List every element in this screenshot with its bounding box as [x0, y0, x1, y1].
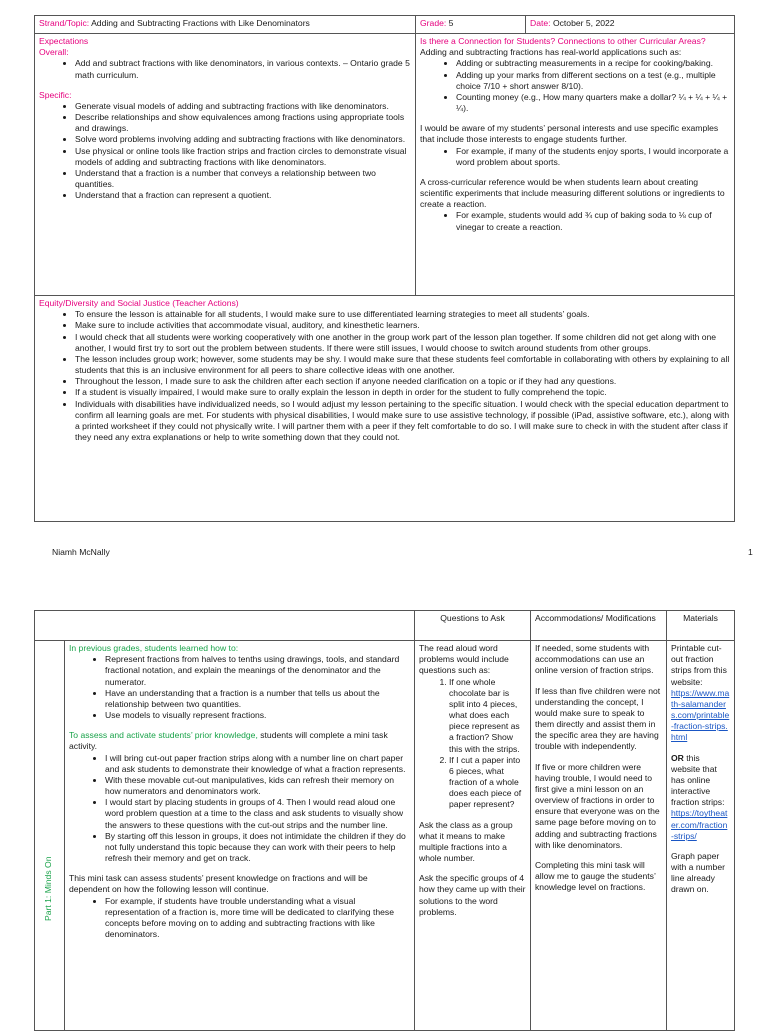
expectations-row: [35, 34, 735, 296]
expectations-title: Expectations: [39, 36, 89, 46]
list-item: • If a student is visually impaired, I would make sure to orally explain the lesson in depth in order for the student to fully comprehend the topic.: [75, 387, 730, 398]
strand-label: Strand/Topic:: [39, 18, 90, 28]
list-item: • For example, if many of the students enjoy sports, I would incorporate a word problem about sports.: [456, 146, 730, 168]
equity-cell: [35, 296, 735, 522]
date-value: October 5, 2022: [552, 18, 615, 28]
list-item: • By starting off this lesson in groups, it does not intimidate the children if they do not fully understand this topic because they can work with their peers to help refresh their memory and get on track.: [105, 831, 410, 865]
list-item: • I would check that all students were working cooperatively with one another in the group work part of the lesson plan together. If some children did not get along with one another, I would first try to sort out the problem between students. If there were still issues, I would choose to switch around students from other groups.: [75, 332, 730, 354]
connection-list-3: [420, 210, 730, 232]
connection-para-2: I would be aware of my students’ personal interests and use specific examples that include those interests to engage students further.: [420, 123, 719, 145]
list-item: • Understand that a fraction can represent a quotient.: [75, 190, 411, 201]
part-label-cell: [35, 641, 65, 1031]
questions-para-3: Ask the specific groups of 4 how they came up with their solutions to the word problems.: [419, 873, 526, 917]
list-item: • Solve word problems involving adding and subtracting fractions with like denominators.: [75, 134, 411, 145]
questions-list: [419, 677, 526, 811]
prev-heading: In previous grades, students learned how to:: [69, 643, 239, 653]
strand-value: Adding and Subtracting Fractions with Like Denominators: [91, 18, 310, 28]
list-item: • Throughout the lesson, I made sure to ask the children after each section if anyone needed clarification on a topic or if they had any questions.: [75, 376, 730, 387]
equity-row: [35, 296, 735, 522]
expectations-cell: [35, 34, 416, 296]
accommodations-header: Accommodations/ Modifications: [531, 611, 667, 641]
questions-intro: The read aloud word problems would include questions such as:: [419, 643, 509, 676]
connection-para-3: A cross-curricular reference would be when students learn about creating scientific experiments that include measuring different solutions or ingredients to create a reaction.: [420, 176, 725, 210]
main-content-cell: [65, 641, 415, 1031]
list-item: • Represent fractions from halves to tenths using drawings, tools, and standard fractional notation, and explain the meanings of the denominator and the numerator.: [105, 654, 410, 688]
specific-label: Specific:: [39, 89, 72, 100]
equity-title: Equity/Diversity and Social Justice (Teacher Actions): [39, 298, 239, 308]
header-row: [35, 16, 735, 34]
toytheater-link[interactable]: https://toytheater.com/fraction-strips/: [671, 808, 728, 841]
list-item: • Adding up your marks from different sections on a test (e.g., multiple choice 7/10 + short answer 8/10).: [456, 70, 730, 92]
overall-list: [39, 58, 411, 80]
footer-page-number: 1: [748, 547, 753, 557]
connection-intro: Adding and subtracting fractions has real-world applications such as:: [420, 47, 682, 58]
equity-list: [39, 309, 730, 443]
specific-list: [39, 101, 411, 202]
footer-author: Niamh McNally: [52, 547, 110, 557]
fraction-strips-link[interactable]: https://www.math-salamanders.com/printable-fraction-strips.html: [671, 687, 730, 743]
assess-heading: To assess and activate students’ prior knowledge,: [69, 730, 258, 741]
materials-header: Materials: [667, 611, 735, 641]
list-item: • Have an understanding that a fraction is a number that tells us about the relationship between two quantities.: [105, 688, 410, 710]
accommodations-para-2: If less than five children were not understanding the concept, I would make sure to speak to them directly and assist them in the specific area they are having trouble with independently.: [535, 685, 661, 752]
strand-cell: [35, 16, 416, 34]
overall-label: Overall:: [39, 47, 69, 58]
questions-header: Questions to Ask: [415, 611, 531, 641]
lesson-plan-page-2: [34, 610, 735, 1031]
date-label: Date:: [530, 18, 551, 28]
list-item: • The lesson includes group work; however, some students may be shy. I would make sure that these students feel comfortable in collaborating with others by explaining to all students that this is an inclusive environment for all peers to share collective ideas with one another.: [75, 354, 730, 376]
list-item: • With these movable cut-out manipulatives, kids can refresh their memory on how numerators and denominators work.: [105, 775, 410, 797]
assess-list: [69, 753, 410, 865]
grade-label: Grade:: [420, 18, 447, 28]
connection-list: [420, 58, 730, 114]
questions-cell: [415, 641, 531, 1031]
prev-list: [69, 654, 410, 721]
list-item: 2. If I cut a paper into 6 pieces, what fraction of a whole does each piece of paper represent?: [449, 755, 526, 811]
blank-header-cell: [35, 611, 415, 641]
connection-cell: [416, 34, 735, 296]
list-item: • For example, students would add ¾ cup of baking soda to ⅛ cup of vinegar to create a reaction.: [456, 210, 730, 232]
accommodations-cell: [531, 641, 667, 1031]
assess-paragraph: [69, 730, 410, 752]
list-item: • Individuals with disabilities have individualized needs, so I would adjust my lesson pertaining to the specific situation. I would check with the special education department to confirm all learning goals are met. For students with physical disabilities, I would make sure to use assistive technology, if possible (iPad, assistive software, etc.), along with a printed worksheet if they could not physically write. I will partner them with a peer if they felt comfortable to do so. I will make sure to check in with the student after class if they need any extra explanations or help to write something down that they could not.: [75, 399, 730, 444]
list-item: • Understand that a fraction is a number that conveys a relationship between two quantities.: [75, 168, 411, 190]
list-item: • Generate visual models of adding and subtracting fractions with like denominators.: [75, 101, 411, 112]
list-item: • I will bring cut-out paper fraction strips along with a number line on chart paper and ask students to demonstrate their knowledge of what a fraction represents.: [105, 753, 410, 775]
list-item: • I would start by placing students in groups of 4. Then I would read aloud one word problem question at a time to the class and ask students to visually show the answers to these questions with the cut-out strips and the number line.: [105, 797, 410, 831]
date-cell: [526, 16, 735, 34]
questions-para-2: Ask the class as a group what it means to make multiple fractions into a whole number.: [419, 819, 513, 864]
connection-title: Is there a Connection for Students? Connections to other Curricular Areas?: [420, 36, 706, 46]
list-item: • Add and subtract fractions with like denominators, in various contexts. – Ontario grade 5 math curriculum.: [75, 58, 411, 80]
grade-cell: [416, 16, 526, 34]
mini-task-list: [69, 896, 410, 941]
assess-rest: students will complete a mini task activity.: [69, 730, 388, 752]
column-header-row: [35, 611, 735, 641]
list-item: • Use physical or online tools like fraction strips and fraction circles to demonstrate visual models of adding and subtracting fractions with like denominators.: [75, 146, 411, 168]
list-item: • To ensure the lesson is attainable for all students, I would make sure to use differentiated learning strategies to meet all students’ goals.: [75, 309, 730, 320]
mini-task-paragraph: This mini task can assess students’ present knowledge on fractions and will be dependent on how the following lesson will continue.: [69, 873, 368, 895]
materials-para-3: Graph paper with a number line already drawn on.: [671, 850, 725, 895]
materials-para-1: Printable cut-out fraction strips from this website:: [671, 643, 727, 687]
connection-list-2: [420, 146, 730, 168]
accommodations-para-4: Completing this mini task will allow me to gauge the students’ knowledge level on fractions.: [535, 859, 656, 893]
lesson-plan-page-1: [34, 15, 735, 522]
accommodations-para-3: If five or more children were having trouble, I would need to first give a mini lesson on an overview of fractions in order to ensure that everyone was on the same page before moving on to adding and subtracting fractions with like denominators.: [535, 761, 660, 850]
list-item: • Use models to visually represent fractions.: [105, 710, 410, 721]
part-label: Part 1: Minds On: [43, 856, 53, 921]
list-item: • Counting money (e.g., How many quarters make a dollar? ¼ + ¼ + ¼ + ¼).: [456, 92, 730, 114]
list-item: 1. If one whole chocolate bar is split into 4 pieces, what does each piece represent as a fraction? Show this with the strips.: [449, 677, 526, 755]
minds-on-row: [35, 641, 735, 1031]
list-item: • Adding or subtracting measurements in a recipe for cooking/baking.: [456, 58, 730, 69]
list-item: • For example, if students have trouble understanding what a visual representation of a fraction is, more time will be dedicated to clarifying these concepts before moving on to adding and subtracting fractions with like denominators.: [105, 896, 410, 941]
list-item: • Describe relationships and show equivalences among fractions using appropriate tools and drawings.: [75, 112, 411, 134]
accommodations-para-1: If needed, some students with accommodations can use an online version of fraction strips.: [535, 643, 654, 676]
materials-para-2: this website that has online interactive fraction strips:: [671, 752, 725, 808]
materials-para-2-wrap: [671, 753, 730, 809]
materials-cell: [667, 641, 735, 1031]
list-item: • Make sure to include activities that accommodate visual, auditory, and kinesthetic learners.: [75, 320, 730, 331]
grade-value: 5: [448, 18, 454, 28]
or-label: OR: [671, 752, 684, 763]
